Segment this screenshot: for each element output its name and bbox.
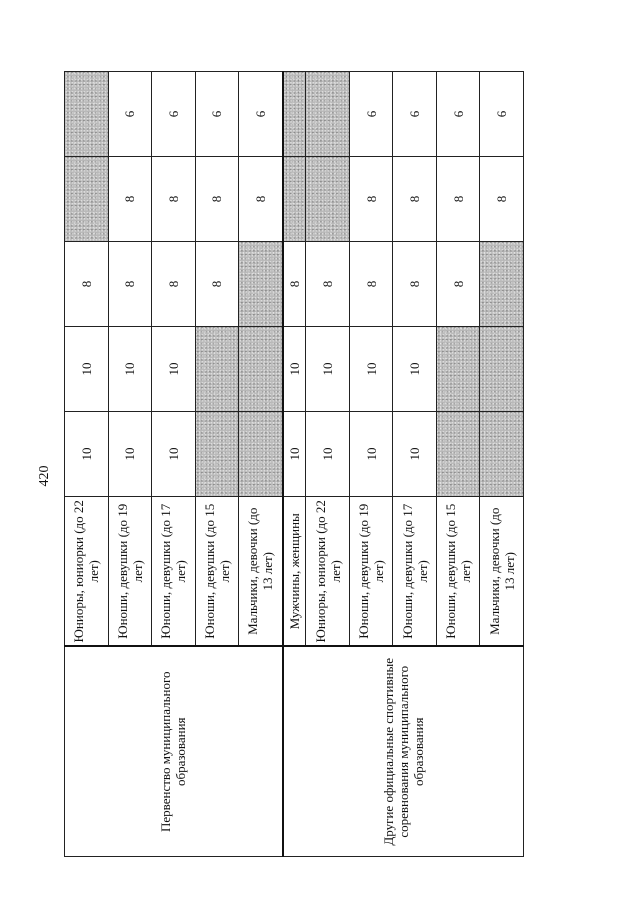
shaded-cell [283,72,306,157]
page-number: 420 [37,465,52,487]
group-title-cell: Первенство муниципального образования [65,647,283,857]
table-row [283,72,306,857]
value-cell: 10 [393,327,437,412]
value-cell: 8 [108,242,152,327]
value-cell: 8 [195,157,239,242]
value-cell: 8 [239,157,283,242]
value-cell: 6 [108,72,152,157]
value-cell: 8 [152,157,196,242]
value-cell: 10 [152,412,196,497]
shaded-cell [195,327,239,412]
value-cell: 8 [436,157,480,242]
value-cell: 10 [152,327,196,412]
value-cell: 8 [393,242,437,327]
shaded-cell [436,412,480,497]
value-cell: 10 [108,412,152,497]
value-cell: 6 [349,72,393,157]
category-cell: Юноши, девушки (до 15 лет) [436,497,480,647]
shaded-cell [480,412,524,497]
value-cell: 8 [65,242,109,327]
value-cell: 8 [349,157,393,242]
group-title-cell: Другие официальные спортивные соревнования муниципального образования [283,647,524,857]
shaded-cell [65,157,109,242]
value-cell: 8 [195,242,239,327]
value-cell: 6 [239,72,283,157]
value-cell: 10 [349,412,393,497]
competition-table [64,71,524,857]
shaded-cell [306,72,350,157]
category-cell: Мальчики, девочки (до 13 лет) [239,497,283,647]
value-cell: 10 [393,412,437,497]
table-row [65,72,109,857]
value-cell: 10 [65,327,109,412]
shaded-cell [436,327,480,412]
value-cell: 10 [108,327,152,412]
value-cell: 8 [152,242,196,327]
value-cell: 8 [436,242,480,327]
value-cell: 10 [306,412,350,497]
value-cell: 10 [283,412,306,497]
value-cell: 6 [436,72,480,157]
value-cell: 8 [349,242,393,327]
shaded-cell [239,242,283,327]
category-cell: Юноши, девушки (до 17 лет) [152,497,196,647]
value-cell: 8 [283,242,306,327]
shaded-cell [306,157,350,242]
category-cell: Юниоры, юниорки (до 22 лет) [65,497,109,647]
shaded-cell [239,412,283,497]
shaded-cell [480,242,524,327]
shaded-cell [283,157,306,242]
category-cell: Юноши, девушки (до 19 лет) [349,497,393,647]
value-cell: 10 [65,412,109,497]
value-cell: 8 [393,157,437,242]
value-cell: 10 [306,327,350,412]
value-cell: 6 [152,72,196,157]
shaded-cell [239,327,283,412]
shaded-cell [480,327,524,412]
value-cell: 8 [306,242,350,327]
rotated-table-container [64,72,524,857]
category-cell: Мужчины, женщины [283,497,306,647]
category-cell: Юниоры, юниорки (до 22 лет) [306,497,350,647]
value-cell: 10 [349,327,393,412]
value-cell: 8 [108,157,152,242]
category-cell: Юноши, девушки (до 19 лет) [108,497,152,647]
shaded-cell [195,412,239,497]
value-cell: 8 [480,157,524,242]
value-cell: 10 [283,327,306,412]
category-cell: Юноши, девушки (до 17 лет) [393,497,437,647]
table-body [65,72,524,857]
shaded-cell [65,72,109,157]
category-cell: Юноши, девушки (до 15 лет) [195,497,239,647]
value-cell: 6 [195,72,239,157]
category-cell: Мальчики, девочки (до 13 лет) [480,497,524,647]
value-cell: 6 [480,72,524,157]
value-cell: 6 [393,72,437,157]
